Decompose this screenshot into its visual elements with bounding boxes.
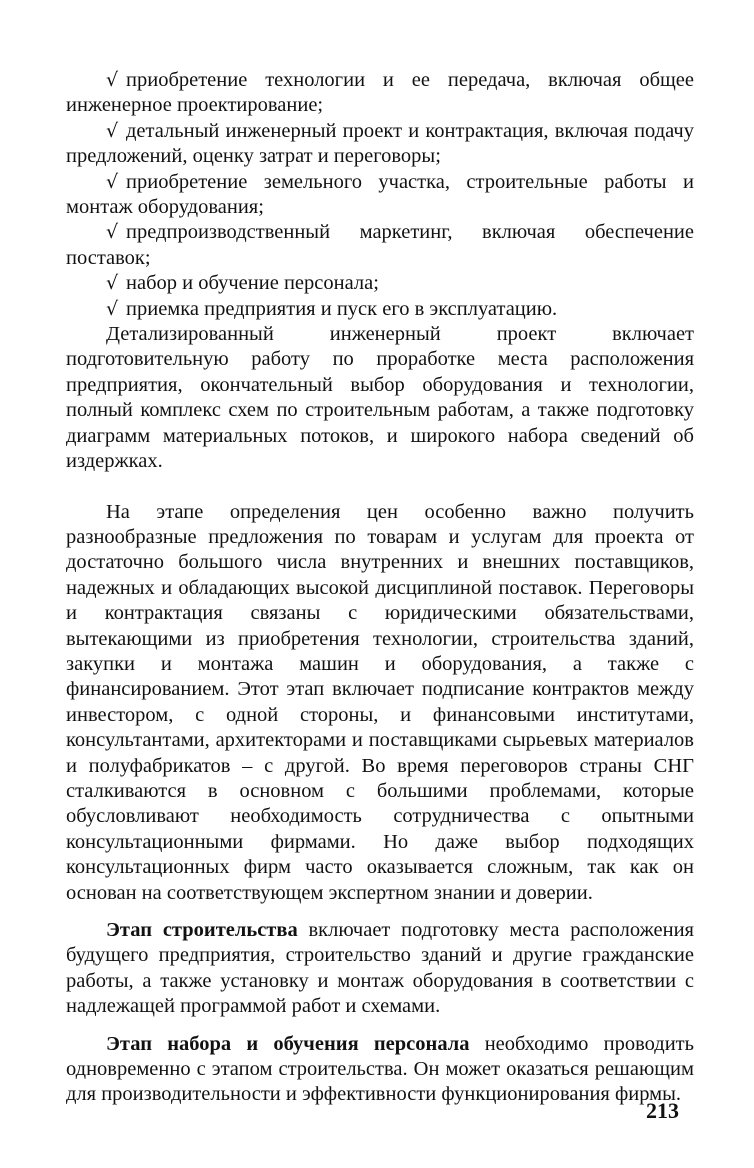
- list-item: [66, 68, 694, 119]
- list-item-text: предпроизводственный маркетинг, включая обеспечение поставок;: [66, 221, 694, 269]
- list-item: [66, 297, 694, 322]
- list-item: [66, 271, 694, 296]
- page-body: [66, 68, 694, 1108]
- list-item: [66, 170, 694, 221]
- page-number: 213: [646, 1098, 679, 1123]
- construction-stage-text: включает подготовку места расположения будущего предприятия, строительство зданий и другие гражданские работы, а также установку и монтаж оборудования в соответствии с надлежащей программой работ и схемами.: [66, 919, 694, 1018]
- staffing-stage-text: необходимо проводить одновременно с этапом строительства. Он может оказаться решающим для производительности и эффективности функционирования фирмы.: [66, 1032, 694, 1106]
- checkmark-icon: √: [106, 221, 119, 244]
- checkmark-icon: √: [106, 69, 119, 91]
- paragraph-staffing-stage: [66, 1032, 694, 1108]
- construction-stage-heading: Этап строительства: [106, 919, 298, 941]
- paragraph-pricing-negotiations: На этапе определения цен особенно важно получить разнообразные предложения по товарам и услугам для проекта от достаточно большого числа внутренних и внешних поставщиков, надежных и обладающих высокой дисциплиной поставок. Переговоры и контрактация связаны с юридическими обязательствами, вытекающими из приобретения технологии, строительства зданий, закупки и монтажа машин и оборудования, а также с финансированием. Этот этап включает подписание контрактов между инвестором, с одной стороны, и финансовыми институтами, консультантами, архитекторами и поставщиками сырьевых материалов и полуфабрикатов – с другой. Во время переговоров страны СНГ сталкиваются в основном с большими проблемами, которые обусловливают необходимость сотрудничества с опытными консультационными фирмами. Но даже выбор подходящих консультационных фирм часто оказывается сложным, так как он основан на соответствующем экспертном знании и доверии.: [66, 500, 694, 904]
- list-item-text: приобретение земельного участка, строительные работы и монтаж оборудования;: [66, 170, 694, 219]
- list-item: [66, 220, 694, 271]
- checkmark-icon: √: [106, 170, 119, 193]
- staffing-stage-heading: Этап набора и обучения персонала: [106, 1032, 470, 1055]
- paragraph-detailed-project: Детализированный инженерный проект включает подготовительную работу по проработке места расположения предприятия, окончательный выбор оборудования и технологии, полный комплекс схем по строительным работам, а также подготовку диаграмм материальных потоков, и широкого набора сведений об издержках.: [66, 323, 694, 473]
- list-item-text: приобретение технологии и ее передача, включая общее инженерное проектирование;: [66, 69, 694, 117]
- checkmark-icon: √: [106, 119, 119, 142]
- list-item: [66, 119, 694, 170]
- checkmark-icon: √: [106, 297, 119, 320]
- list-item-text: детальный инженерный проект и контрактация, включая подачу предложений, оценку затрат и переговоры;: [66, 119, 694, 168]
- list-item-text: набор и обучение персонала;: [126, 272, 379, 295]
- list-item-text: приемка предприятия и пуск его в эксплуатацию.: [126, 297, 558, 320]
- paragraph-construction-stage: [66, 918, 694, 1020]
- checkmark-icon: √: [106, 272, 119, 295]
